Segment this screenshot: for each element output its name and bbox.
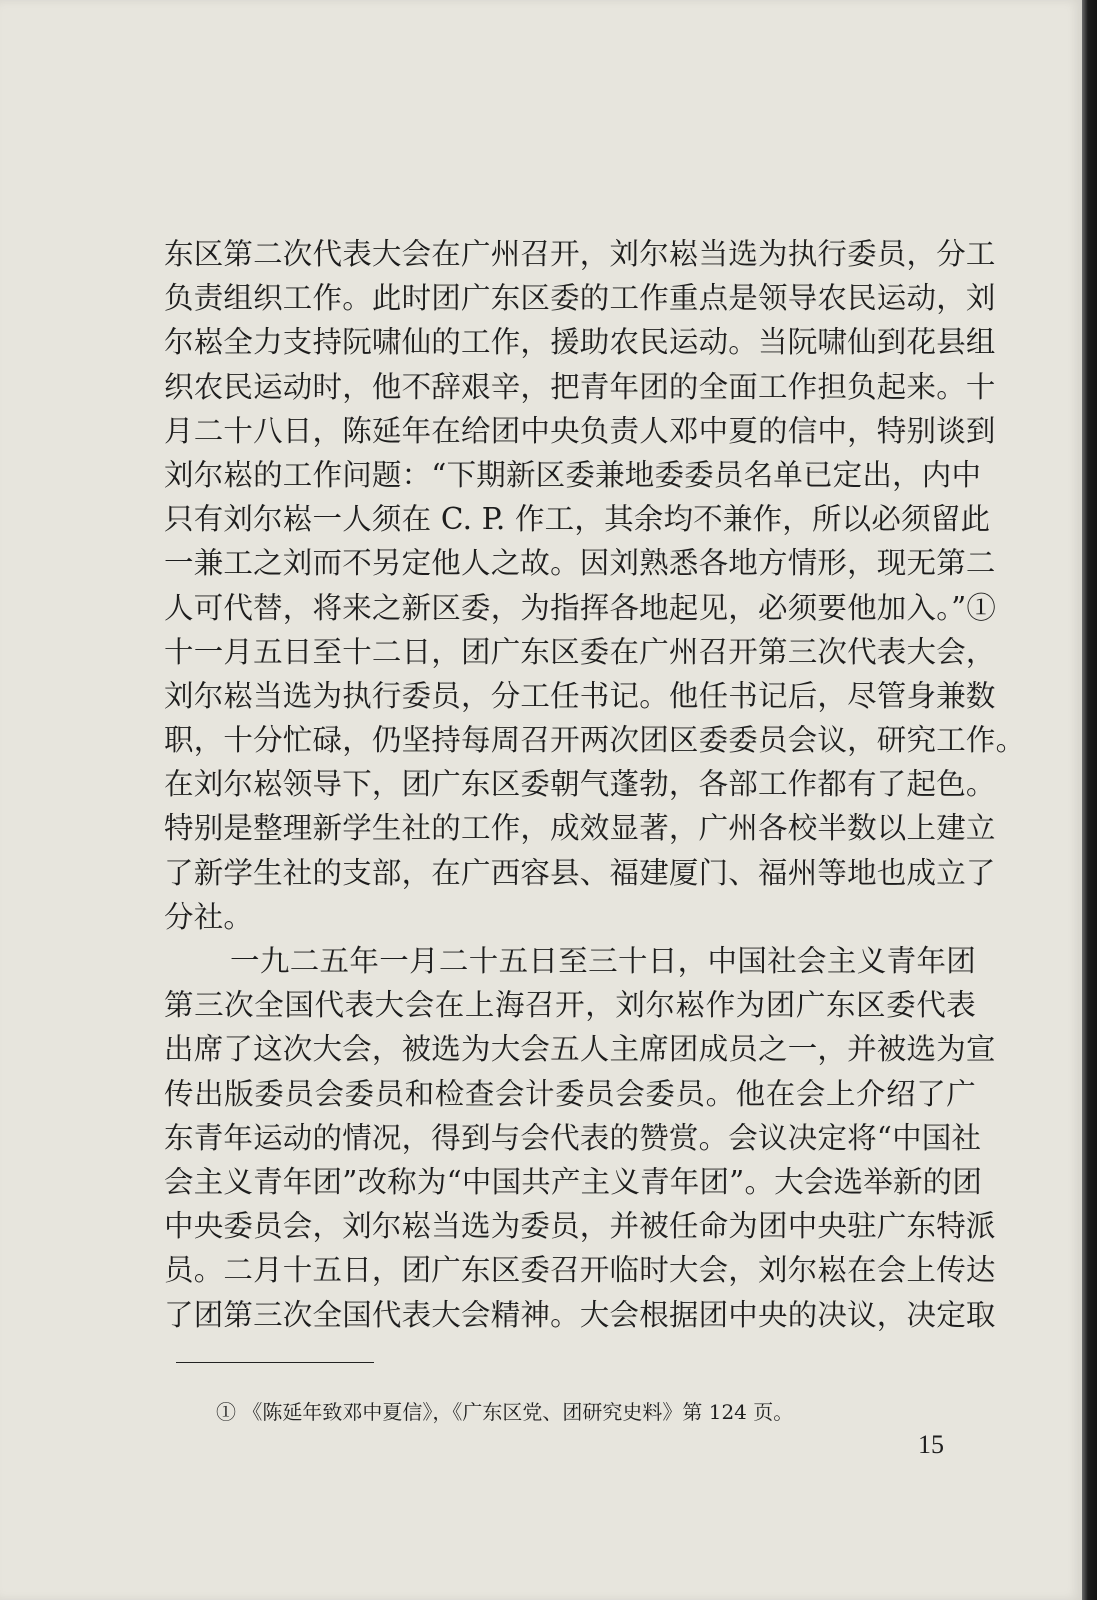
text-line: 只有刘尔崧一人须在 C. P. 作工，其余均不兼作，所以必须留此 xyxy=(164,502,991,537)
text-line: 负责组织工作。此时团广东区委的工作重点是领导农民运动，刘 xyxy=(164,281,996,316)
footnote-divider xyxy=(176,1362,374,1363)
text-line: 职，十分忙碌，仍坚持每周召开两次团区委委员会议，研究工作。 xyxy=(164,723,1026,758)
paragraph-end-line: 分社。 xyxy=(164,899,254,934)
text-line: 了新学生社的支部，在广西容县、福建厦门、福州等地也成立了 xyxy=(164,855,996,890)
footnote: ① 《陈延年致邓中夏信》，《广东区党、团研究史料》第 124 页。 xyxy=(216,1400,794,1424)
text-line: 东青年运动的情况，得到与会代表的赞赏。会议决定将“中国社 xyxy=(164,1120,982,1155)
scan-edge xyxy=(1082,0,1097,1600)
text-line: 刘尔崧的工作问题：“下期新区委兼地委委员名单已定出，内中 xyxy=(164,457,982,492)
text-line: 十一月五日至十二日，团广东区委在广州召开第三次代表大会， xyxy=(164,634,996,669)
body-text xyxy=(164,232,1026,1337)
text-line: 出席了这次大会，被选为大会五人主席团成员之一，并被选为宣 xyxy=(164,1032,996,1067)
text-line: 月二十八日，陈延年在给团中央负责人邓中夏的信中，特别谈到 xyxy=(164,413,996,448)
text-line: 中央委员会，刘尔崧当选为委员，并被任命为团中央驻广东特派 xyxy=(164,1209,996,1244)
text-line: 东区第二次代表大会在广州召开，刘尔崧当选为执行委员，分工 xyxy=(164,237,996,271)
text-line: 员。二月十五日，团广东区委召开临时大会，刘尔崧在会上传达 xyxy=(164,1253,996,1288)
text-line: 会主义青年团”改称为“中国共产主义青年团”。大会选举新的团 xyxy=(164,1164,983,1199)
text-line: 在刘尔崧领导下，团广东区委朝气蓬勃，各部工作都有了起色。 xyxy=(164,767,996,802)
text-line: 了团第三次全国代表大会精神。大会根据团中央的决议，决定取 xyxy=(164,1297,996,1332)
page-number: 15 xyxy=(918,1430,944,1459)
text-line: 第三次全国代表大会在上海召开，刘尔崧作为团广东区委代表 xyxy=(164,988,976,1023)
text-line: 刘尔崧当选为执行委员，分工任书记。他任书记后，尽管身兼数 xyxy=(164,678,996,713)
text-line: 一兼工之刘而不另定他人之故。因刘熟悉各地方情形，现无第二 xyxy=(164,546,996,581)
paragraph-first-line: 一九二五年一月二十五日至三十日，中国社会主义青年团 xyxy=(230,944,976,978)
text-line: 人可代替，将来之新区委，为指挥各地起见，必须要他加入。”① xyxy=(164,590,997,625)
text-line: 特别是整理新学生社的工作，成效显著，广州各校半数以上建立 xyxy=(164,811,996,846)
text-line: 尔崧全力支持阮啸仙的工作，援助农民运动。当阮啸仙到花县组 xyxy=(164,325,996,360)
text-line: 传出版委员会委员和检查会计委员会委员。他在会上介绍了广 xyxy=(164,1076,976,1111)
text-line: 织农民运动时，他不辞艰辛，把青年团的全面工作担负起来。十 xyxy=(164,369,996,404)
